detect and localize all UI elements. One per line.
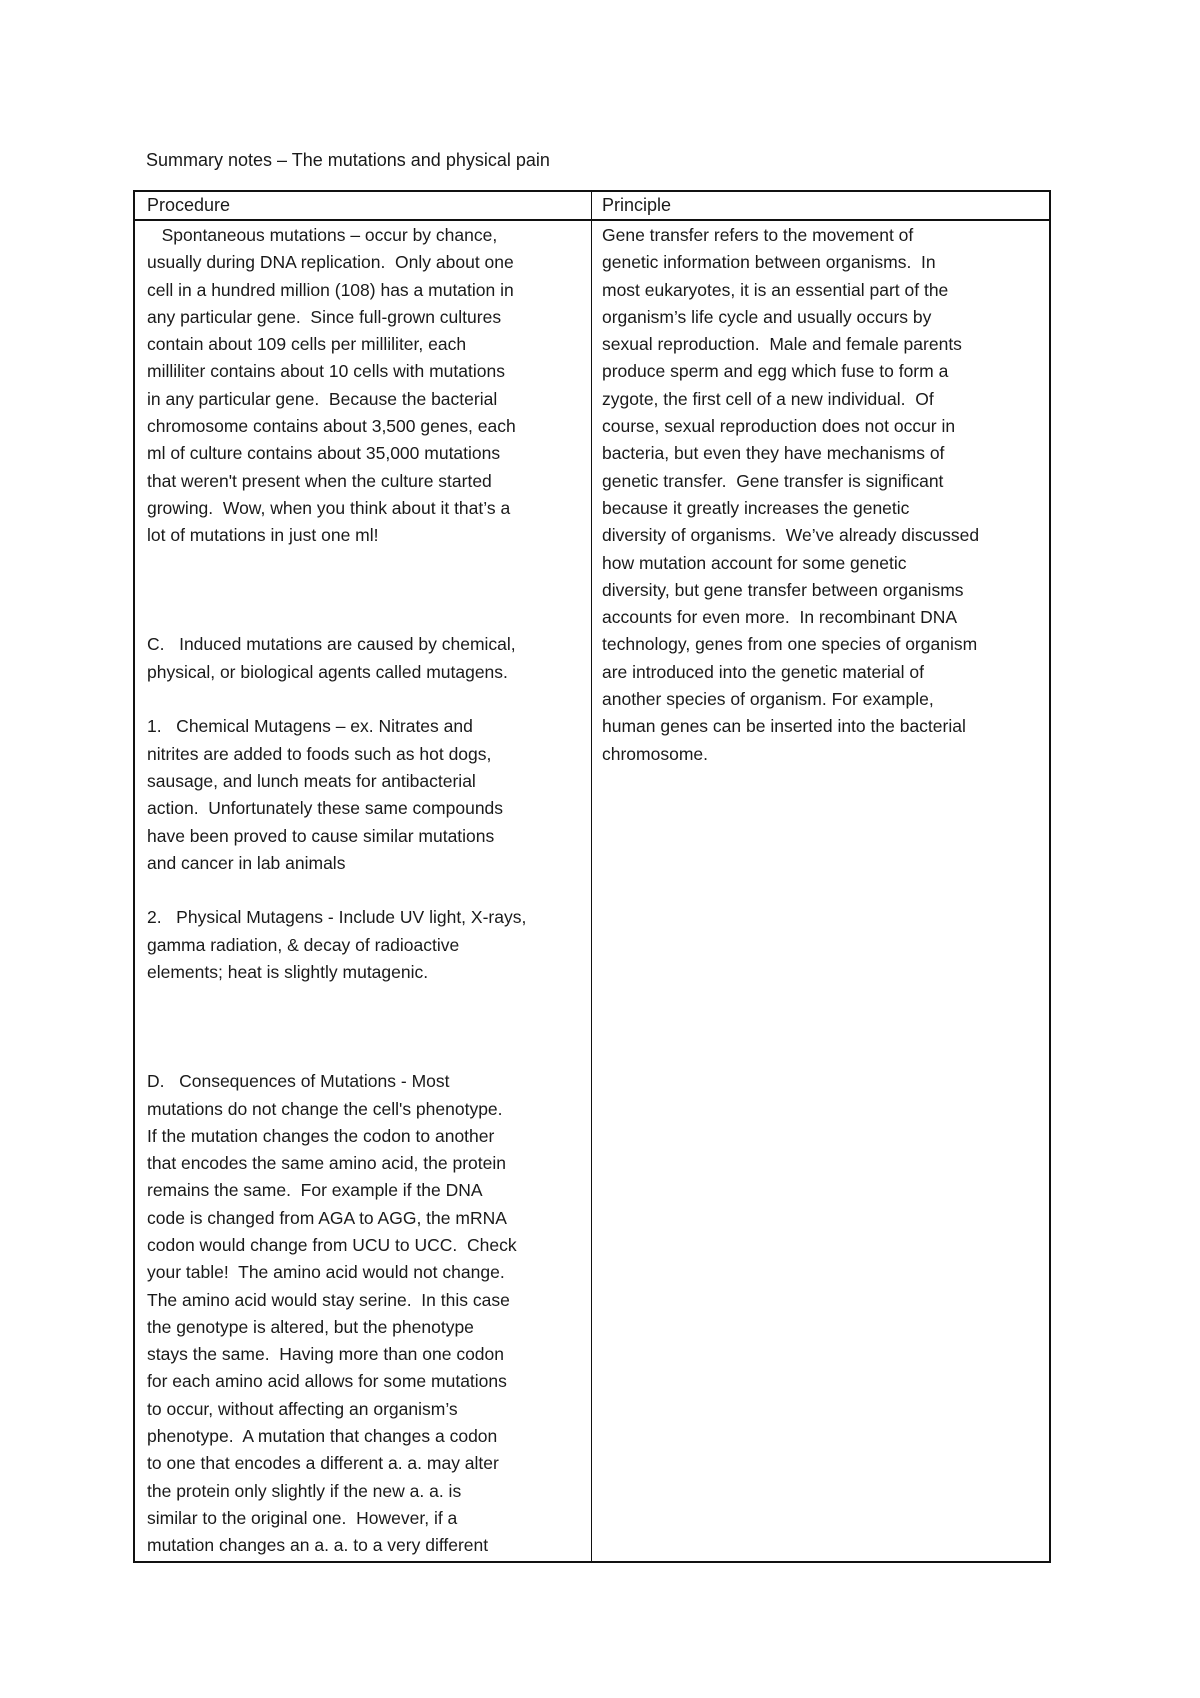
text-line: remains the same. For example if the DNA [147,1180,483,1201]
text-line: that weren't present when the culture started [147,470,492,491]
header-divider [135,219,1049,221]
text-line: mutations do not change the cell's phenotype. [147,1098,503,1119]
text-line: the genotype is altered, but the phenotype [147,1316,474,1337]
text-line: code is changed from AGA to AGG, the mRNA [147,1207,507,1228]
text-line: your table! The amino acid would not change. [147,1262,505,1283]
text-line: C. Induced mutations are caused by chemical, [147,634,516,655]
text-line: Spontaneous mutations – occur by chance, [147,225,498,245]
text-line: codon would change from UCU to UCC. Check [147,1234,517,1255]
text-line: course, sexual reproduction does not occur in [602,416,956,437]
text-line: another species of organism. For example, [602,689,934,710]
consequences-of-mutations-paragraph [147,1068,585,1559]
text-line: diversity of organisms. We’ve already discussed [602,525,980,546]
text-line: most eukaryotes, it is an essential part of the [602,279,949,300]
text-line: bacteria, but even they have mechanisms of [602,443,945,464]
text-line: phenotype. A mutation that changes a codon [147,1426,498,1447]
physical-mutagens-paragraph [147,904,585,986]
text-line: If the mutation changes the codon to another [147,1125,495,1146]
column-divider [591,192,592,1561]
text-line: nitrites are added to foods such as hot dogs, [147,743,492,764]
text-line: growing. Wow, when you think about it that’s a [147,497,511,518]
text-line: have been proved to cause similar mutations [147,825,495,846]
text-line: the protein only slightly if the new a. a. is [147,1480,462,1501]
text-line: diversity, but gene transfer between organisms [602,579,964,600]
text-line: zygote, the first cell of a new individual. Of [602,388,934,409]
text-line: to occur, without affecting an organism’s [147,1398,458,1419]
procedure-cell [147,222,585,1562]
text-line: contain about 109 cells per milliliter, each [147,334,467,355]
text-line: for each amino acid allows for some mutations [147,1371,507,1392]
text-line: because it greatly increases the genetic [602,497,910,518]
text-line: in any particular gene. Because the bacterial [147,388,498,409]
text-line: stays the same. Having more than one codon [147,1344,505,1365]
text-line: chromosome contains about 3,500 genes, each [147,416,516,437]
text-line: sausage, and lunch meats for antibacterial [147,770,476,791]
gene-transfer-paragraph [602,222,1046,768]
chemical-mutagens-paragraph [147,713,585,877]
text-line: Gene transfer refers to the movement of [602,225,914,245]
spontaneous-mutations-paragraph [147,222,585,550]
text-line: genetic information between organisms. In [602,252,936,273]
text-line: how mutation account for some genetic [602,552,907,573]
header-principle: Principle [602,195,672,215]
text-line: similar to the original one. However, if a [147,1507,458,1528]
text-line: 1. Chemical Mutagens – ex. Nitrates and [147,716,473,737]
text-line: accounts for even more. In recombinant DNA [602,607,958,628]
notes-table [133,190,1051,1563]
text-line: organism’s life cycle and usually occurs by [602,306,932,327]
text-line: sexual reproduction. Male and female parents [602,334,962,355]
text-line: genetic transfer. Gene transfer is significant [602,470,944,491]
text-line: and cancer in lab animals [147,852,346,873]
text-line: usually during DNA replication. Only about one [147,252,514,273]
text-line: physical, or biological agents called mutagens. [147,661,508,682]
text-line: cell in a hundred million (108) has a mutation in [147,279,514,300]
text-line: chromosome. [602,743,709,764]
text-line: D. Consequences of Mutations - Most [147,1071,450,1092]
text-line: any particular gene. Since full-grown cultures [147,306,502,327]
text-line: gamma radiation, & decay of radioactive [147,934,460,955]
header-procedure: Procedure [147,195,231,215]
text-line: mutation changes an a. a. to a very different [147,1535,489,1556]
text-line: ml of culture contains about 35,000 mutations [147,443,501,464]
text-line: lot of mutations in just one ml! [147,525,379,546]
page-title: Summary notes – The mutations and physical pain [146,150,550,170]
principle-cell [602,222,1046,1562]
text-line: The amino acid would stay serine. In this case [147,1289,510,1310]
text-line: action. Unfortunately these same compounds [147,798,504,819]
text-line: technology, genes from one species of organism [602,634,978,655]
text-line: that encodes the same amino acid, the protein [147,1153,506,1174]
text-line: to one that encodes a different a. a. may alter [147,1453,499,1474]
text-line: milliliter contains about 10 cells with mutations [147,361,505,382]
induced-mutations-paragraph [147,631,585,686]
text-line: produce sperm and egg which fuse to form a [602,361,949,382]
text-line: are introduced into the genetic material of [602,661,924,682]
text-line: human genes can be inserted into the bacterial [602,716,966,737]
text-line: elements; heat is slightly mutagenic. [147,962,429,983]
text-line: 2. Physical Mutagens - Include UV light, X-rays, [147,907,527,928]
